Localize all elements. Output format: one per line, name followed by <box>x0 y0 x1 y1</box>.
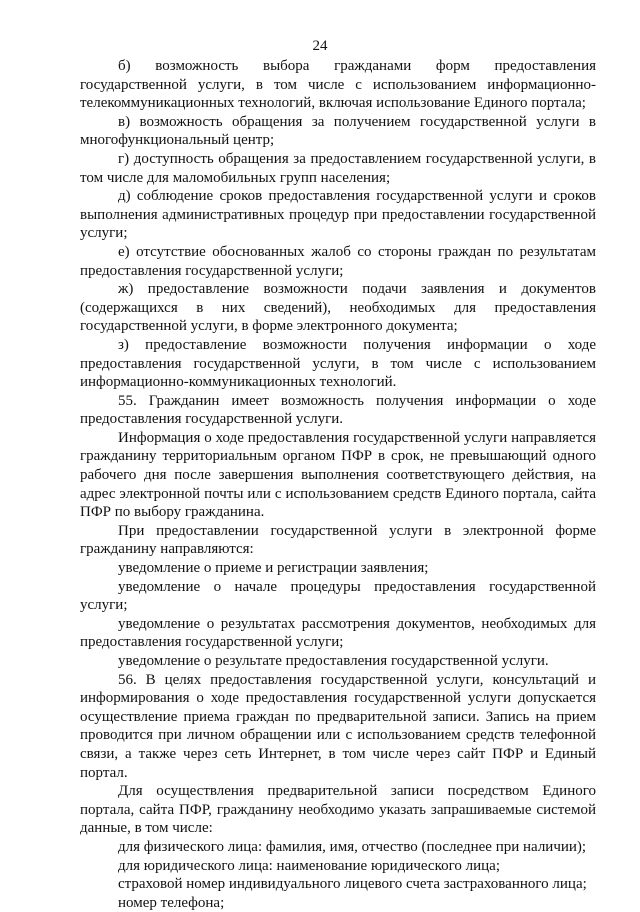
data-item: страховой номер индивидуального лицевого счета застрахованного лица; <box>118 876 587 893</box>
paragraph-pre-registration: Для осуществления предварительной записи посредством Единого портала, сайта ПФР, гражданину необходимо указать запрашиваемые системой данные, в том числе: <box>80 783 596 837</box>
page-number: 24 <box>312 38 328 54</box>
paragraph-info-delivery: Информация о ходе предоставления государственной услуги направляется гражданину территориальным органом ПФР в срок, не превышающий одного рабочего дня после завершения выполнения соответствующего действия, на адрес электронной почты или с использованием средств Единого портала, сайта ПФР по выбору гражданина. <box>80 429 596 521</box>
paragraph-56: 56. В целях предоставления государственной услуги, консультаций и информирования о ходе предоставления государственной услуги допускается осуществление приема граждан по предварительной записи. Запись на прием проводится при личном обращении или с использованием средств телефонной связи, а также через сеть Интернет, в том числе через сайт ПФР и Единый портал. <box>80 671 596 781</box>
paragraph-notifications-intro: При предоставлении государственной услуги в электронной форме гражданину направляются: <box>80 522 596 558</box>
data-item: для юридического лица: наименование юридического лица; <box>118 857 501 874</box>
paragraph-g: г) доступность обращения за предоставлением государственной услуги, в том числе для маломобильных групп населения; <box>80 150 596 186</box>
data-item: номер телефона; <box>118 894 225 911</box>
paragraph-55: 55. Гражданин имеет возможность получения информации о ходе предоставления государственной услуги. <box>80 392 596 428</box>
notification-item: уведомление о приеме и регистрации заявления; <box>118 560 429 577</box>
notification-item: уведомление о результате предоставления государственной услуги. <box>118 653 549 669</box>
paragraph-e: е) отсутствие обоснованных жалоб со стороны граждан по результатам предоставления государственной услуги; <box>80 243 596 279</box>
data-item: для физического лица: фамилия, имя, отчество (последнее при наличии); <box>118 838 587 855</box>
paragraph-z: з) предоставление возможности получения информации о ходе предоставления государственной услуги, в том числе с использованием информационно-коммуникационных технологий. <box>80 336 596 391</box>
paragraph-b: б) возможность выбора гражданами форм предоставления государственной услуги, в том числе с использованием информационно-телекоммуникационных технологий, включая использование Единого портала; <box>80 58 596 112</box>
notification-item: уведомление о начале процедуры предоставления государственной услуги; <box>80 578 596 614</box>
document-body <box>80 57 596 912</box>
paragraph-v: в) возможность обращения за получением государственной услуги в многофункциональный центр; <box>80 113 596 149</box>
notification-item: уведомление о результатах рассмотрения документов, необходимых для предоставления государственной услуги; <box>80 615 596 651</box>
paragraph-d: д) соблюдение сроков предоставления государственной услуги и сроков выполнения административных процедур при предоставлении государственной услуги; <box>80 188 596 242</box>
paragraph-zh: ж) предоставление возможности подачи заявления и документов (содержащихся в них сведений), необходимых для предоставления государственной услуги, в форме электронного документа; <box>80 281 596 335</box>
